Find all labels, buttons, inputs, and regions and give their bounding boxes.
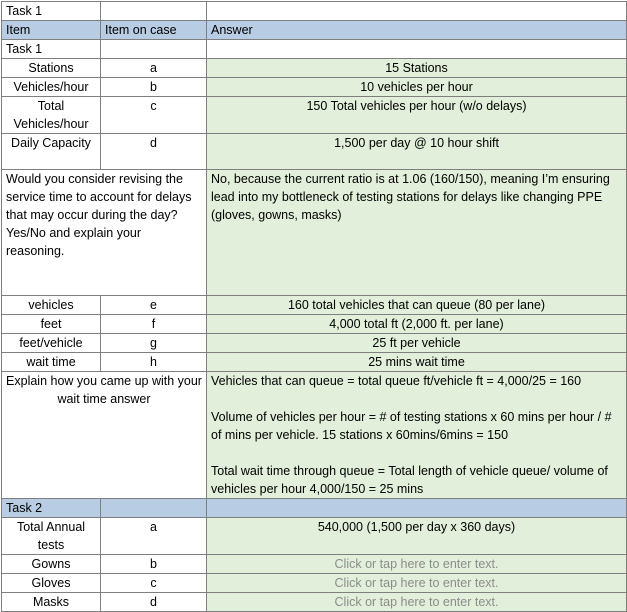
table-row [2,134,627,170]
task1-label-row [2,40,627,59]
table-row [2,574,627,593]
row-case: f [101,315,207,334]
table-title: Task 1 [2,2,101,21]
masks-answer-field[interactable]: Click or tap here to enter text. [207,593,627,612]
row-answer[interactable]: 25 mins wait time [207,353,627,372]
row-answer[interactable]: 540,000 (1,500 per day x 360 days) [207,518,627,555]
table-row [2,78,627,97]
question-row [2,170,627,296]
row-answer[interactable]: 10 vehicles per hour [207,78,627,97]
row-answer[interactable]: 4,000 total ft (2,000 ft. per lane) [207,315,627,334]
explain-answer-line-3: Total wait time through queue = Total length of vehicle queue/ volume of vehicles per hour 4,000/150 = 25 mins [211,464,608,496]
row-item: Stations [2,59,101,78]
row-case: a [101,59,207,78]
row-item: Masks [2,593,101,612]
row-item: vehicles [2,296,101,315]
row-item: Vehicles/hour [2,78,101,97]
task2-label: Task 2 [2,499,101,518]
row-case: b [101,78,207,97]
row-item: feet/vehicle [2,334,101,353]
row-item: Total Annual tests [2,518,101,555]
explain-answer-line-2: Volume of vehicles per hour = # of testing stations x 60 mins per hour / # of mins per vehicle. 15 stations x 60mins/6mins = 150 [211,410,612,442]
header-item: Item [2,21,101,40]
question-text: Would you consider revising the service time to account for delays that may occur during the day? Yes/No and explain your reasoning. [2,170,207,296]
task-table [1,1,627,612]
row-answer[interactable]: 160 total vehicles that can queue (80 per lane) [207,296,627,315]
row-item: feet [2,315,101,334]
header-answer: Answer [207,21,627,40]
table-row [2,59,627,78]
row-case: d [101,593,207,612]
row-item: Total Vehicles/hour [2,97,101,134]
task1-label: Task 1 [2,40,101,59]
row-case: c [101,97,207,134]
row-item: wait time [2,353,101,372]
row-case: h [101,353,207,372]
row-case: g [101,334,207,353]
task2-label-row [2,499,627,518]
row-answer[interactable]: 15 Stations [207,59,627,78]
explain-row [2,372,627,499]
table-row [2,555,627,574]
row-item: Daily Capacity [2,134,101,170]
table-row [2,296,627,315]
explain-answer-line-1: Vehicles that can queue = total queue ft/vehicle ft = 4,000/25 = 160 [211,374,582,388]
header-row [2,21,627,40]
table-row [2,334,627,353]
table-row [2,518,627,555]
explain-answer[interactable] [207,372,627,499]
row-answer[interactable]: 25 ft per vehicle [207,334,627,353]
row-case: d [101,134,207,170]
table-row [2,593,627,612]
table-row [2,97,627,134]
table-row [2,315,627,334]
row-answer[interactable]: 150 Total vehicles per hour (w/o delays) [207,97,627,134]
row-case: e [101,296,207,315]
gloves-answer-field[interactable]: Click or tap here to enter text. [207,574,627,593]
title-row [2,2,627,21]
explain-text: Explain how you came up with your wait time answer [2,372,207,499]
gowns-answer-field[interactable]: Click or tap here to enter text. [207,555,627,574]
row-answer[interactable]: 1,500 per day @ 10 hour shift [207,134,627,170]
row-item: Gloves [2,574,101,593]
table-row [2,353,627,372]
question-answer[interactable]: No, because the current ratio is at 1.06 (160/150), meaning I’m ensuring lead into my bottleneck of testing stations for delays like changing PPE (gloves, gowns, masks) [207,170,627,296]
header-case: Item on case [101,21,207,40]
row-case: c [101,574,207,593]
row-case: a [101,518,207,555]
row-case: b [101,555,207,574]
row-item: Gowns [2,555,101,574]
